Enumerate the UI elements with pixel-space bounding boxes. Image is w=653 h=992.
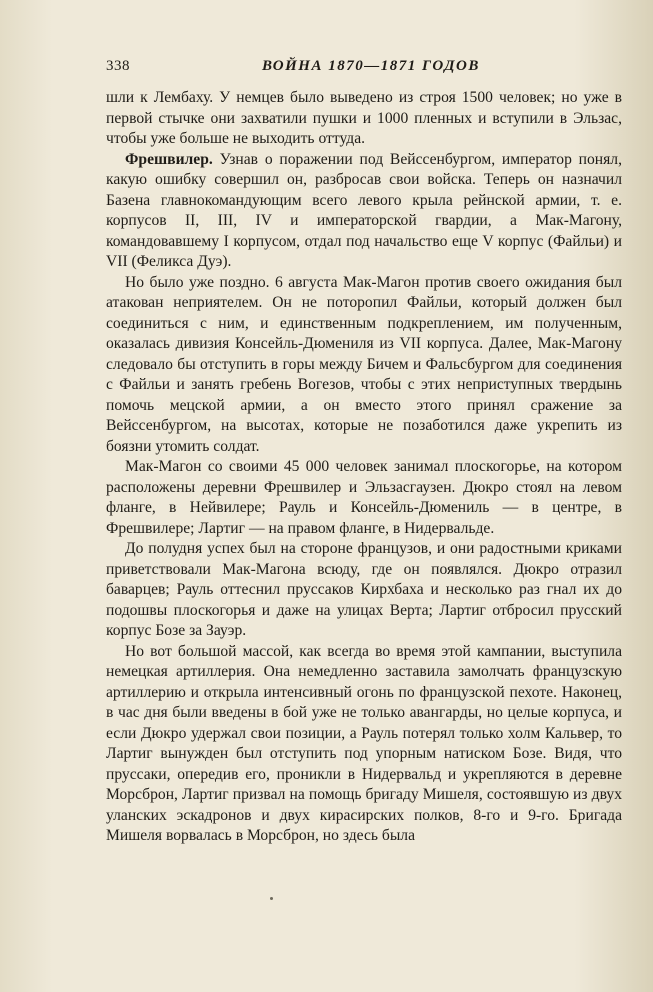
paragraph <box>106 457 622 539</box>
paragraph <box>106 642 622 847</box>
paragraph-text: Мак-Магон со своими 45 000 человек занимал плоскогорье, на котором расположены деревни Фрешвилер и Эльзасгаузен. Дюкро стоял на левом фланге, в Нейвилере; Рауль и Консейль-Дюмениль — в центре, в Фрешвилере; Лартиг — на правом фланге, в Нидервальде. <box>106 458 622 537</box>
paragraph-text: До полудня успех был на стороне французов, и они радостными криками приветствовали Мак-Магона всюду, где он появлялся. Дюкро отразил баварцев; Рауль оттеснил пруссаков Кирхбаха и несколько раз гнал их до подошвы плоскогорья и даже на улицах Верта; Лартиг отбросил прусский корпус Бозе за Зауэр. <box>106 540 622 639</box>
print-speck <box>270 897 273 900</box>
paragraph-text: шли к Лембаху. У немцев было выведено из строя 1500 человек; но уже в первой стычке они захватили пушки и 1000 пленных и вступили в Эльзас, чтобы уже больше не выходить оттуда. <box>106 89 622 147</box>
page-body <box>106 88 622 847</box>
paragraph-text: Узнав о поражении под Вейссенбургом, император понял, какую ошибку совершил он, разбросав свои войска. Теперь он назначил Базена главнокомандующим всего левого крыла рейнской армии, т. е. корпусов II, III, IV и императорской гвардии, а Мак-Магону, командовавшему I корпусом, отдал под начальство еще V корпус (Файльи) и VII (Феликса Дуэ). <box>106 150 622 270</box>
paragraph-text: Но было уже поздно. 6 августа Мак-Магон против своего ожидания был атакован неприятелем. Он не поторопил Файльи, который должен был соединиться с ним, и единственным подкреплением, им полученным, оказалась дивизия Консейль-Дюмениля из VII корпуса. Далее, Мак-Магону следовало бы отступить в горы между Бичем и Фальсбургом для соединения с Файльи и занять гребень Вогезов, чтобы с этих неприступных твердынь помочь мецской армии, а он вместо этого принял сражение за Вейссенбургом, на высотах, которые не позаботился даже укрепить из боязни утомить солдат. <box>106 273 622 455</box>
paragraph <box>106 539 622 642</box>
page-header <box>106 58 626 80</box>
page-number: 338 <box>106 58 130 74</box>
paragraph <box>106 273 622 458</box>
paragraph-text: Но вот большой массой, как всегда во время этой кампании, выступила немецкая артиллерия. Она немедленно заставила замолчать французскую артиллерию и открыла интенсивный огонь по французской пехоте. Наконец, в час дня были введены в бой уже не только авангарды, но целые корпуса, и если Дюкро удержал свои позиции, а Рауль потерял только холм Кальвер, то Лартиг вынужден был отступить под упорным натиском Бозе. Видя, что пруссаки, опередив его, проникли в Нидервальд и укрепляются в деревне Морсброн, Лартиг призвал на помощь бригаду Мишеля, состоявшую из двух уланских эскадронов и двух кирасирских полков, 8-го и 9-го. Бригада Мишеля ворвалась в Морсброн, но здесь была <box>106 642 622 844</box>
section-heading: Фрешвилер. <box>125 150 213 168</box>
paragraph <box>106 150 622 273</box>
paragraph <box>106 88 622 150</box>
running-title: ВОЙНА 1870—1871 ГОДОВ <box>262 58 480 74</box>
